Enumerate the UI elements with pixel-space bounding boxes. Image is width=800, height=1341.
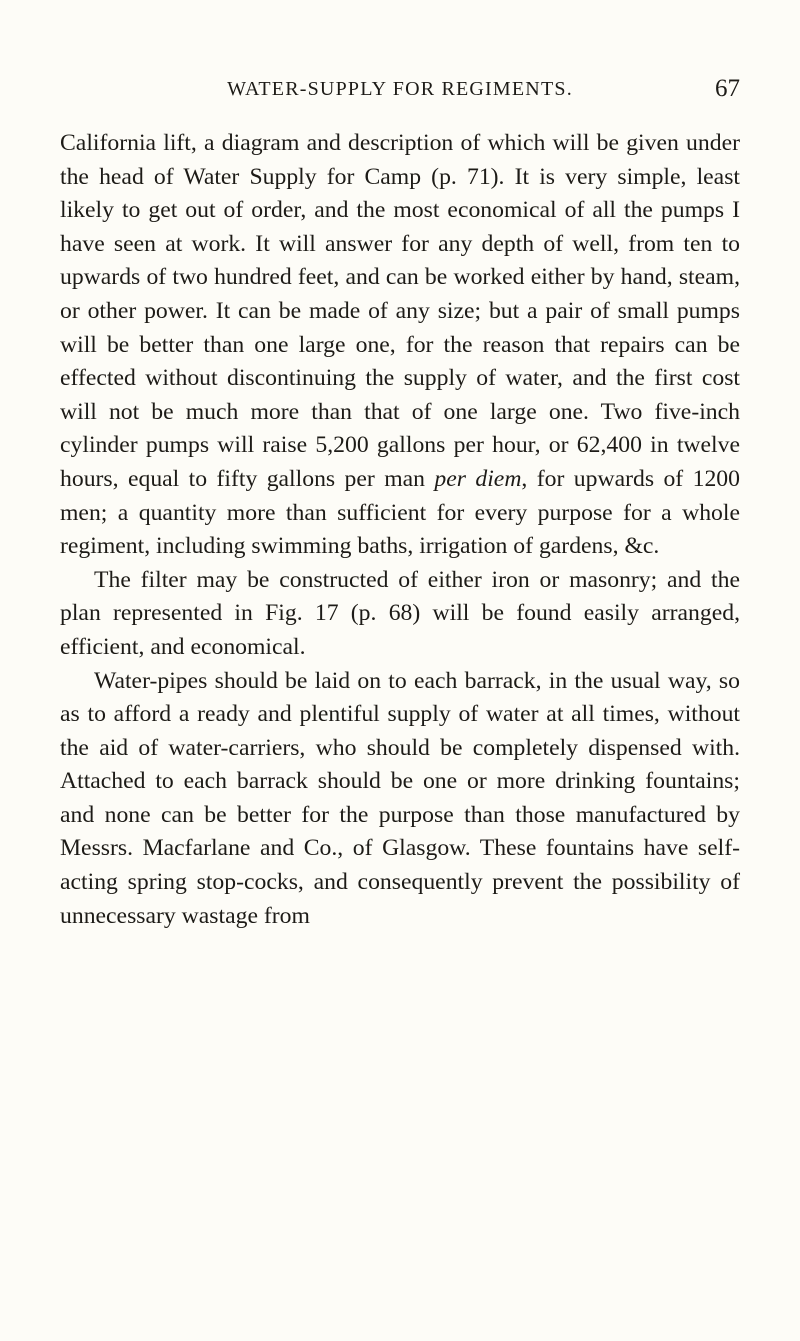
page-number: 67 [715,75,740,102]
paragraph-text-after-italic: , for upwards of 1200 men; a quantity more than sufficient for every purpose for a whole regiment, including swimming baths, irrigation of gardens, &c. [60,465,740,560]
italic-phrase: per diem [434,465,522,492]
paragraph-filter: The filter may be constructed of either iron or masonry; and the plan represented in Fig. 17 (p. 68) will be found easily arranged, efficient, and economical. [60,566,740,660]
paragraph-california-lift [60,127,740,564]
running-title: WATER-SUPPLY FOR REGIMENTS. [227,78,573,100]
paragraph-water-pipes: Water-pipes should be laid on to each barrack, in the usual way, so as to afford a ready and plentiful supply of water at all times, without the aid of water-carriers, who should be completely dispensed with. Attached to each barrack should be one or more drinking fountains; and none can be better for the purpose than those manufactured by Messrs. Macfarlane and Co., of Glasgow. These fountains have self-acting spring stop-cocks, and consequently prevent the possibility of unnecessary wastage from [60,667,740,929]
body-text [60,127,740,933]
paragraph-text-before-italic: California lift, a diagram and description of which will be given under the head of Water Supply for Camp (p. 71). It is very simple, least likely to get out of order, and the most economical of all the pumps I have seen at work. It will answer for any depth of well, from ten to upwards of two hundred feet, and can be worked either by hand, steam, or other power. It can be made of any size; but a pair of small pumps will be better than one large one, for the reason that repairs can be effected without discontinuing the supply of water, and the first cost will not be much more than that of one large one. Two five-inch cylinder pumps will raise 5,200 gallons per hour, or 62,400 in twelve hours, equal to fifty gallons per man [60,130,740,492]
running-head [60,75,740,110]
